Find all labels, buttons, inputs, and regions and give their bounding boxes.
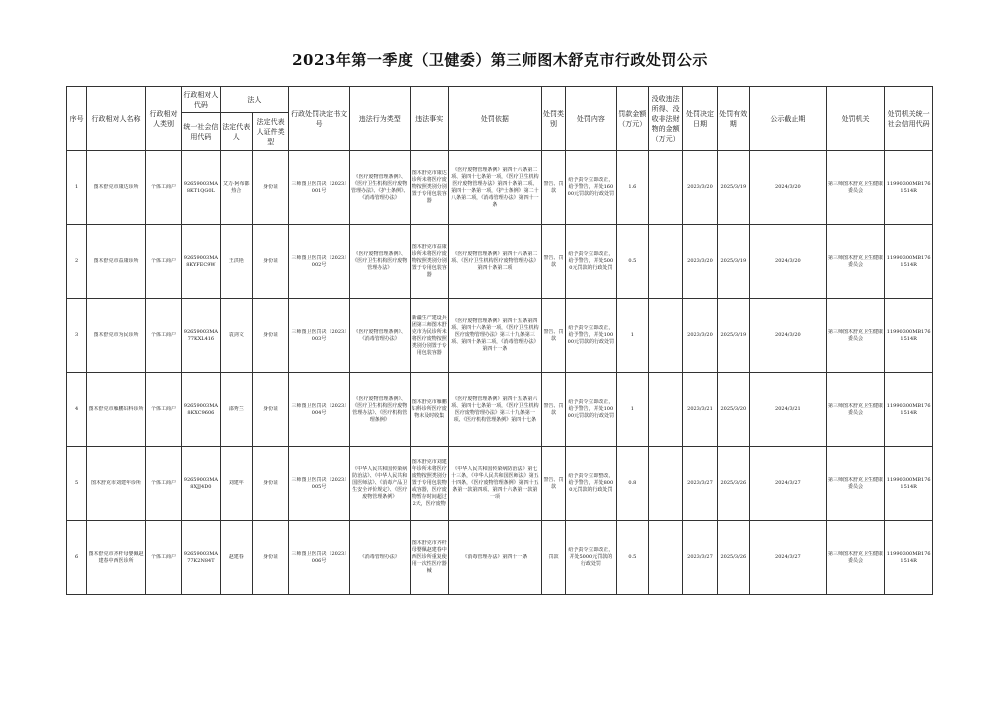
cell-text: 《医疗废物管理条例》、《医疗卫生机构医疗废物管理办法》: [352, 251, 408, 271]
header-decision-date: 处罚决定日期: [683, 87, 717, 151]
cell-violation-facts: [410, 299, 448, 373]
cell-text: 2024/3/21: [775, 406, 801, 412]
cell-text: 4: [75, 406, 79, 412]
cell-fine: [616, 299, 648, 373]
cell-violation-facts: [410, 225, 448, 299]
cell-text: 个体工商户: [150, 332, 176, 338]
cell-text: 11990300MB1761514R: [886, 550, 931, 564]
cell-text: 给予责令立即改正，给予警告，并处10000元罚款的行政处罚: [567, 325, 615, 345]
cell-violation-type: [349, 447, 410, 521]
header-publish-until: 公示截止期: [749, 87, 826, 151]
cell-text: 图木舒克市刘建年诊所: [90, 480, 141, 486]
cell-text: 个体工商户: [150, 184, 176, 190]
cell-text: 图木舒克市齐杆母婴佩赵建春中西医诊所: [88, 550, 144, 564]
cell-text: 0.5: [628, 258, 637, 264]
cell-doc-no: [289, 521, 350, 595]
cell-text: 2023/3/21: [687, 406, 713, 412]
cell-legal-rep: [220, 521, 252, 595]
cell-authority-code: [885, 151, 933, 225]
cell-text: 给予责令立即改正，给予警告，并处10000元罚款的行政处罚: [567, 399, 615, 419]
cell-text: 图木舒克市为民诊所: [93, 332, 139, 338]
cell-punish-type: [541, 225, 565, 299]
cell-text: 袁剑文: [228, 332, 244, 338]
cell-violation-facts: [410, 447, 448, 521]
cell-text: 92659003MA8XJJ4D0: [183, 476, 218, 490]
cell-text: 图木舒克市刘建年诊所未将医疗废物按照类别分置于专用包装物或容器，医疗废物暂存时间超过2天，医疗废物: [411, 459, 447, 507]
cell-text: 《医疗废物管理条例》第四十五条第六项、第四十七条第一项，《医疗卫生机构医疗废物管理办法》第三十九条第一项、《医疗机构管理条例》第四十七条: [451, 395, 539, 423]
cell-text: 2: [75, 258, 79, 264]
cell-basis: [448, 299, 541, 373]
cell-legal-rep: [220, 299, 252, 373]
cell-text: 刘建年: [228, 480, 244, 486]
cell-text: 《中华人民共和国传染病防治法》第七十三条，《中华人民共和国医师法》第五十四条，《医疗废物管理条例》第四十五条第一款第四项、第四十六条第一款第一项: [451, 466, 539, 500]
cell-valid-until: [717, 299, 749, 373]
cell-fine: [616, 151, 648, 225]
cell-publish-until: [749, 373, 826, 447]
header-violation-type: 违法行为类型: [349, 87, 410, 151]
cell-text: 《医疗废物管理条例》第四十六条第二项、第四十七条第一项，《医疗卫生机构医疗废物管理办法》第四十条第二项、第四十一条第一项，《护士条例》第二十八条第二项，《消毒管理办法》第四十一条: [451, 166, 539, 208]
cell-no: [67, 373, 87, 447]
cell-legal-id-type: [252, 447, 288, 521]
cell-text: 2023/3/20: [687, 332, 713, 338]
cell-text: 1: [630, 406, 634, 412]
cell-violation-type: [349, 225, 410, 299]
cell-text: 92659003MA77K2N84T: [183, 550, 218, 564]
cell-basis: [448, 447, 541, 521]
cell-name: [87, 151, 146, 225]
cell-text: 11990300MB1761514R: [886, 328, 931, 342]
cell-text: 警告、罚款: [543, 328, 564, 342]
cell-text: 第三师图木舒克卫生健康委员会: [828, 476, 884, 490]
cell-text: 0.8: [628, 480, 637, 486]
cell-valid-until: [717, 521, 749, 595]
cell-publish-until: [749, 299, 826, 373]
cell-fine: [616, 521, 648, 595]
cell-valid-until: [717, 447, 749, 521]
header-fine: 罚款金额（万元）: [616, 87, 648, 151]
header-punish-type: 处罚类别: [541, 87, 565, 151]
cell-category: [145, 225, 181, 299]
cell-category: [145, 373, 181, 447]
cell-category: [145, 521, 181, 595]
header-legal-rep: 法定代表人: [220, 113, 252, 151]
cell-content: [566, 151, 617, 225]
cell-text: 11990300MB1761514R: [886, 180, 931, 194]
header-category: 行政相对人类别: [145, 87, 181, 151]
cell-text: 2024/3/20: [775, 332, 801, 338]
cell-authority: [826, 151, 885, 225]
cell-fine: [616, 225, 648, 299]
cell-violation-type: [349, 151, 410, 225]
cell-fine: [616, 447, 648, 521]
cell-legal-id-type: [252, 151, 288, 225]
cell-confiscated: [648, 299, 682, 373]
cell-text: 《医疗废物管理条例》、《医疗卫生机构医疗废物管理办法》、《医疗机构管理条例》: [352, 395, 408, 423]
cell-text: 92659003MA77KXL416: [183, 328, 218, 342]
cell-text: 第三师图木舒克卫生健康委员会: [828, 402, 884, 416]
cell-legal-id-type: [252, 373, 288, 447]
header-credit-code: 统一社会信用代码: [182, 113, 220, 151]
cell-publish-until: [749, 521, 826, 595]
cell-content: [566, 299, 617, 373]
cell-violation-type: [349, 299, 410, 373]
header-violation-facts: 违法事实: [410, 87, 448, 151]
cell-text: 11990300MB1761514R: [886, 476, 931, 490]
cell-legal-rep: [220, 151, 252, 225]
header-legal-id-type: 法定代表人证件类型: [252, 113, 288, 151]
cell-decision-date: [683, 521, 717, 595]
table-row: [67, 373, 933, 447]
cell-text: 给予责令立即整改，给予警告，并处8000元罚款的行政处罚: [568, 473, 614, 493]
cell-text: 2024/3/27: [775, 554, 801, 560]
cell-text: 图木舒克市齐杆母婴佩赵建春中西医诊所重复使用一次性医疗器械: [411, 540, 447, 574]
cell-valid-until: [717, 225, 749, 299]
header-legal-group: 法人: [220, 87, 289, 113]
cell-text: 图木舒克市益康诊所: [93, 258, 139, 264]
header-basis: 处罚依据: [448, 87, 541, 151]
cell-text: 图木舒克市雁鹏妇科诊所医疗废物未及时收集: [411, 399, 447, 419]
cell-legal-rep: [220, 447, 252, 521]
header-no: 序号: [67, 87, 87, 151]
header-row-1: [67, 87, 933, 113]
cell-text: 罚款: [548, 554, 559, 560]
cell-text: 2024/3/27: [775, 480, 801, 486]
cell-violation-type: [349, 521, 410, 595]
cell-content: [566, 521, 617, 595]
cell-text: 给予责令立即改正，给予警告，并处16000元罚款的行政处罚: [567, 177, 615, 197]
cell-text: 1: [75, 184, 79, 190]
cell-text: 5: [75, 480, 79, 486]
cell-credit-code: [182, 373, 220, 447]
cell-credit-code: [182, 521, 220, 595]
cell-text: 图木舒克市康达诊所未将医疗废物按照类别分别置于专用包装容器: [411, 170, 447, 204]
cell-text: 2023/3/27: [687, 554, 713, 560]
cell-text: 第三师图木舒克卫生健康委员会: [828, 328, 884, 342]
cell-authority: [826, 373, 885, 447]
cell-text: 三师图卫医罚决〔2023〕006号: [291, 550, 347, 564]
cell-publish-until: [749, 447, 826, 521]
header-authority: 处罚机关: [826, 87, 885, 151]
cell-fine: [616, 373, 648, 447]
cell-authority: [826, 299, 885, 373]
cell-text: 身份证: [263, 554, 279, 560]
cell-punish-type: [541, 521, 565, 595]
cell-legal-id-type: [252, 299, 288, 373]
header-confiscated: 没收违法所得、没收非法财物的金额（万元）: [648, 87, 682, 151]
cell-text: 1: [630, 332, 634, 338]
cell-no: [67, 151, 87, 225]
cell-text: 身份证: [263, 258, 279, 264]
cell-authority-code: [885, 225, 933, 299]
cell-violation-facts: [410, 373, 448, 447]
table-row: [67, 299, 933, 373]
cell-doc-no: [289, 225, 350, 299]
cell-text: 新疆生产建设兵团第三师图木舒克市为民诊所未将医疗废物按照类别分别置于专用包装容器: [411, 314, 447, 356]
cell-authority: [826, 521, 885, 595]
cell-text: 2025/3/19: [720, 184, 747, 190]
cell-text: 邵秀兰: [228, 406, 244, 412]
cell-authority: [826, 225, 885, 299]
header-valid-until: 处罚有效期: [717, 87, 749, 151]
cell-basis: [448, 225, 541, 299]
cell-text: 图木舒克市益康诊所未将医疗废物按照类别分别置于专用包装容器: [411, 244, 447, 278]
cell-text: 个体工商户: [150, 554, 176, 560]
cell-violation-type: [349, 373, 410, 447]
cell-confiscated: [648, 151, 682, 225]
cell-publish-until: [749, 151, 826, 225]
cell-text: 11990300MB1761514R: [886, 254, 931, 268]
cell-text: 《医疗废物管理条例》第四十五条第四项、第四十六条第一项，《医疗卫生机构医疗废物管理办法》第三十九条第三项、第四十条第二项，《消毒管理办法》第四十一条: [451, 318, 539, 352]
cell-violation-facts: [410, 521, 448, 595]
page-title: 2023年第一季度（卫健委）第三师图木舒克市行政处罚公示: [292, 51, 708, 69]
cell-text: 2025/3/26: [720, 554, 747, 560]
cell-punish-type: [541, 299, 565, 373]
cell-decision-date: [683, 373, 717, 447]
penalty-table: [66, 86, 933, 595]
cell-no: [67, 521, 87, 595]
cell-text: 给予责令立即改正，并处5000元罚款的行政处罚: [568, 547, 614, 567]
cell-name: [87, 225, 146, 299]
cell-text: 1.6: [628, 184, 637, 190]
cell-text: 警告、罚款: [543, 402, 564, 416]
cell-category: [145, 447, 181, 521]
header-doc-no: 行政处罚决定书文号: [289, 87, 350, 151]
cell-decision-date: [683, 447, 717, 521]
cell-text: 个体工商户: [150, 480, 176, 486]
cell-decision-date: [683, 299, 717, 373]
cell-text: 赵建春: [228, 554, 244, 560]
table-row: [67, 521, 933, 595]
cell-content: [566, 447, 617, 521]
cell-no: [67, 447, 87, 521]
cell-no: [67, 299, 87, 373]
cell-doc-no: [289, 447, 350, 521]
cell-text: 身份证: [263, 332, 279, 338]
cell-credit-code: [182, 151, 220, 225]
cell-content: [566, 373, 617, 447]
cell-text: 个体工商户: [150, 258, 176, 264]
cell-basis: [448, 521, 541, 595]
cell-text: 第三师图木舒克卫生健康委员会: [828, 180, 884, 194]
cell-category: [145, 151, 181, 225]
cell-text: 图木舒克市雁鹏妇科诊所: [88, 406, 144, 412]
cell-text: 2025/3/19: [720, 258, 747, 264]
cell-text: 6: [75, 554, 79, 560]
cell-legal-rep: [220, 373, 252, 447]
cell-text: 《中华人民共和国传染病防治法》、《中华人民共和国医师法》、《消毒产品卫生安全评价规定》、《医疗废物管理条例》: [352, 466, 408, 500]
cell-text: 第三师图木舒克卫生健康委员会: [828, 550, 884, 564]
cell-no: [67, 225, 87, 299]
cell-text: 给予责令立即改正，给予警告，并处5000元罚款的行政处罚: [568, 251, 614, 271]
cell-text: 身份证: [263, 406, 279, 412]
cell-valid-until: [717, 151, 749, 225]
cell-authority: [826, 447, 885, 521]
cell-violation-facts: [410, 151, 448, 225]
cell-punish-type: [541, 151, 565, 225]
cell-text: 3: [75, 332, 79, 338]
cell-authority-code: [885, 447, 933, 521]
cell-text: 三师图卫医罚决〔2023〕003号: [291, 328, 347, 342]
cell-text: 第三师图木舒克卫生健康委员会: [828, 254, 884, 268]
cell-basis: [448, 373, 541, 447]
cell-text: 2025/3/20: [720, 406, 747, 412]
cell-text: 11990300MB1761514R: [886, 402, 931, 416]
cell-text: 《医疗废物管理条例》、《消毒管理办法》: [353, 328, 406, 342]
cell-text: 警告、罚款: [543, 180, 564, 194]
cell-text: 《医疗废物管理条例》、《医疗卫生机构医疗废物管理办法》、《护士条例》、《消毒管理办法》: [350, 173, 409, 201]
cell-text: 艾力·阿布都热合: [222, 180, 250, 194]
cell-confiscated: [648, 447, 682, 521]
cell-text: 92659003MA8KXC9606: [183, 402, 218, 416]
cell-name: [87, 521, 146, 595]
cell-name: [87, 373, 146, 447]
cell-text: 2023/3/27: [687, 480, 713, 486]
cell-text: 三师图卫医罚决〔2023〕005号: [291, 476, 347, 490]
cell-text: 三师图卫医罚决〔2023〕004号: [291, 402, 347, 416]
cell-text: 身份证: [263, 184, 279, 190]
cell-doc-no: [289, 299, 350, 373]
cell-text: 2023/3/20: [687, 258, 713, 264]
cell-credit-code: [182, 225, 220, 299]
cell-text: 《消毒管理办法》第四十一条: [462, 554, 528, 560]
cell-credit-code: [182, 299, 220, 373]
cell-doc-no: [289, 151, 350, 225]
cell-text: 警告、罚款: [543, 476, 564, 490]
cell-doc-no: [289, 373, 350, 447]
cell-text: 身份证: [263, 480, 279, 486]
cell-punish-type: [541, 373, 565, 447]
cell-text: 2024/3/20: [775, 184, 801, 190]
cell-text: 三师图卫医罚决〔2023〕001号: [291, 180, 347, 194]
cell-confiscated: [648, 225, 682, 299]
cell-decision-date: [683, 225, 717, 299]
cell-confiscated: [648, 373, 682, 447]
cell-text: 《医疗废物管理条例》第四十六条第二项、《医疗卫生机构医疗废物管理办法》第四十条第二项: [451, 251, 539, 271]
cell-text: 警告、罚款: [543, 254, 564, 268]
cell-authority-code: [885, 373, 933, 447]
header-name: 行政相对人名称: [87, 87, 146, 151]
cell-name: [87, 299, 146, 373]
cell-text: 0.5: [628, 554, 637, 560]
cell-confiscated: [648, 521, 682, 595]
header-content: 处罚内容: [566, 87, 617, 151]
cell-text: 92659003MA8KYFEC9W: [183, 254, 218, 268]
cell-valid-until: [717, 373, 749, 447]
cell-text: 《消毒管理办法》: [359, 554, 400, 560]
header-authority-code: 处罚机关统一社会信用代码: [885, 87, 933, 151]
cell-text: 2023/3/20: [687, 184, 713, 190]
cell-text: 图木舒克市康达诊所: [93, 184, 139, 190]
cell-legal-id-type: [252, 521, 288, 595]
cell-credit-code: [182, 447, 220, 521]
cell-decision-date: [683, 151, 717, 225]
header-code-group: 行政相对人代码: [182, 87, 220, 113]
cell-content: [566, 225, 617, 299]
cell-text: 王洪艳: [228, 258, 244, 264]
table-row: [67, 225, 933, 299]
cell-legal-id-type: [252, 225, 288, 299]
table-row: [67, 151, 933, 225]
cell-text: 2025/3/19: [720, 332, 747, 338]
cell-publish-until: [749, 225, 826, 299]
cell-text: 个体工商户: [150, 406, 176, 412]
cell-basis: [448, 151, 541, 225]
cell-authority-code: [885, 299, 933, 373]
cell-authority-code: [885, 521, 933, 595]
cell-name: [87, 447, 146, 521]
cell-text: 2024/3/20: [775, 258, 801, 264]
cell-category: [145, 299, 181, 373]
cell-text: 2025/3/26: [720, 480, 747, 486]
cell-text: 92659003MA8KT1QG0L: [183, 180, 218, 194]
table-row: [67, 447, 933, 521]
cell-punish-type: [541, 447, 565, 521]
cell-legal-rep: [220, 225, 252, 299]
cell-text: 三师图卫医罚决〔2023〕002号: [291, 254, 347, 268]
